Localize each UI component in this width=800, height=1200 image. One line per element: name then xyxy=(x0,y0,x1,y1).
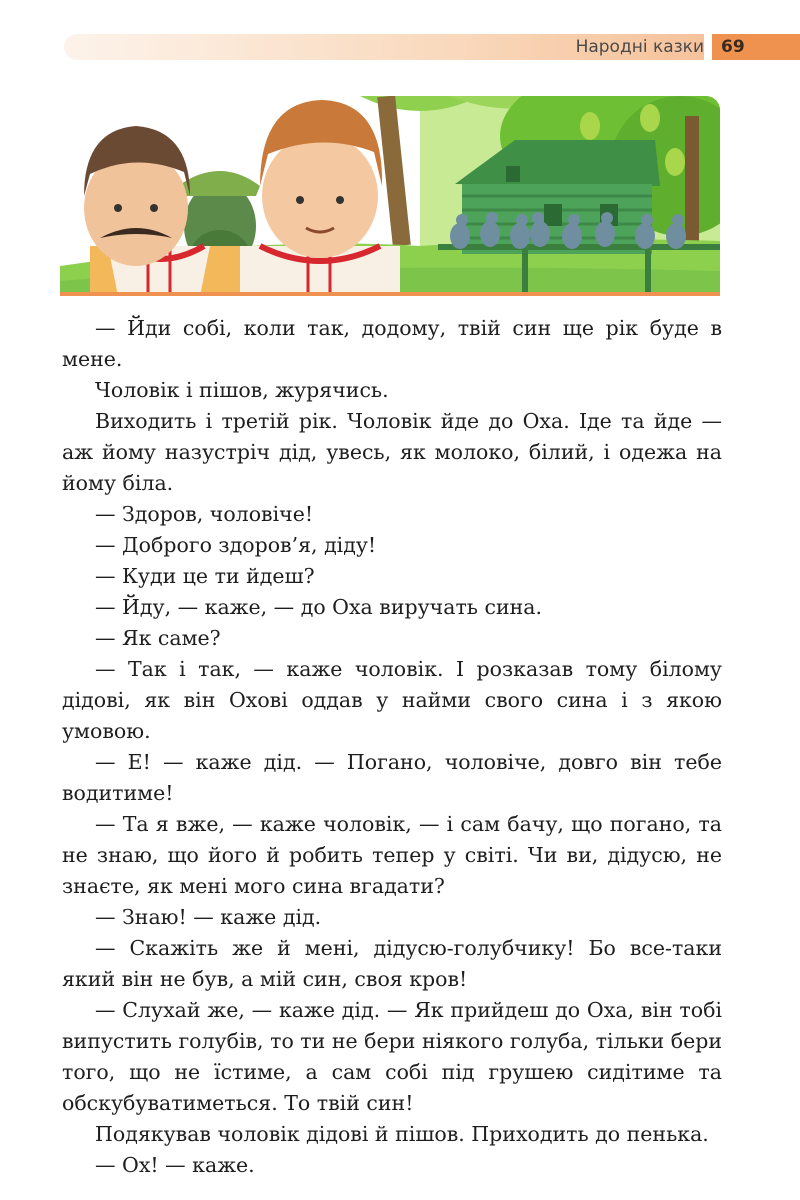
paragraph: Виходить і третій рік. Чоловік йде до Оха. Іде та йде — аж йому назустріч дід, увесь, як молоко, білий, і одежа на йому біла. xyxy=(62,409,722,495)
page-number: 69 xyxy=(712,34,800,60)
pear xyxy=(665,148,685,176)
pear xyxy=(580,112,600,140)
pear xyxy=(640,104,660,132)
paragraph: Чоловік і пішов, журячись. xyxy=(95,378,389,402)
illustration-underline xyxy=(60,292,720,296)
paragraph: — Скажіть же й мені, дідусю-голубчику! Бо все-таки який він не був, а мій син, своя кров! xyxy=(62,936,722,991)
paragraph: — Та я вже, — каже чоловік, — і сам бачу, що погано, та не знаю, що його й робить тепер у світі. Чи ви, дідусю, не знаєте, як мені мого сина вгадати? xyxy=(62,812,722,898)
paragraph: — Слухай же, — каже дід. — Як прийдеш до Оха, він тобі випустить голубів, то ти не бери ніякого голуба, тільки бери того, що не їстиме, а сам собі під грушею сидітиме та обскубуватиметься. То твій син! xyxy=(62,998,722,1115)
paragraph: — Доброго здоров’я, діду! xyxy=(95,533,377,557)
paragraph: — Йду, — каже, — до Оха виручать сина. xyxy=(95,595,543,619)
paragraph: — Йди собі, коли так, додому, твій син ще рік буде в мене. xyxy=(62,316,722,371)
story-text xyxy=(62,313,722,1181)
paragraph: Подякував чоловік дідові й пішов. Приходить до пенька. xyxy=(95,1122,709,1146)
paragraph: — Так і так, — каже чоловік. І розказав тому білому дідові, як він Охові оддав у найми свого сина і з якою умовою. xyxy=(62,657,722,743)
paragraph: — Е! — каже дід. — Погано, чоловіче, довго він тебе водитиме! xyxy=(62,750,722,805)
story-illustration xyxy=(60,96,720,296)
illustration-svg xyxy=(60,96,720,296)
paragraph: — Здоров, чоловіче! xyxy=(95,502,314,526)
paragraph: — Ох! — каже. xyxy=(95,1153,255,1177)
paragraph: — Як саме? xyxy=(95,626,221,650)
paragraph: — Знаю! — каже дід. xyxy=(95,905,322,929)
section-title: Народні казки xyxy=(575,37,704,57)
paragraph: — Куди це ти йдеш? xyxy=(95,564,315,588)
